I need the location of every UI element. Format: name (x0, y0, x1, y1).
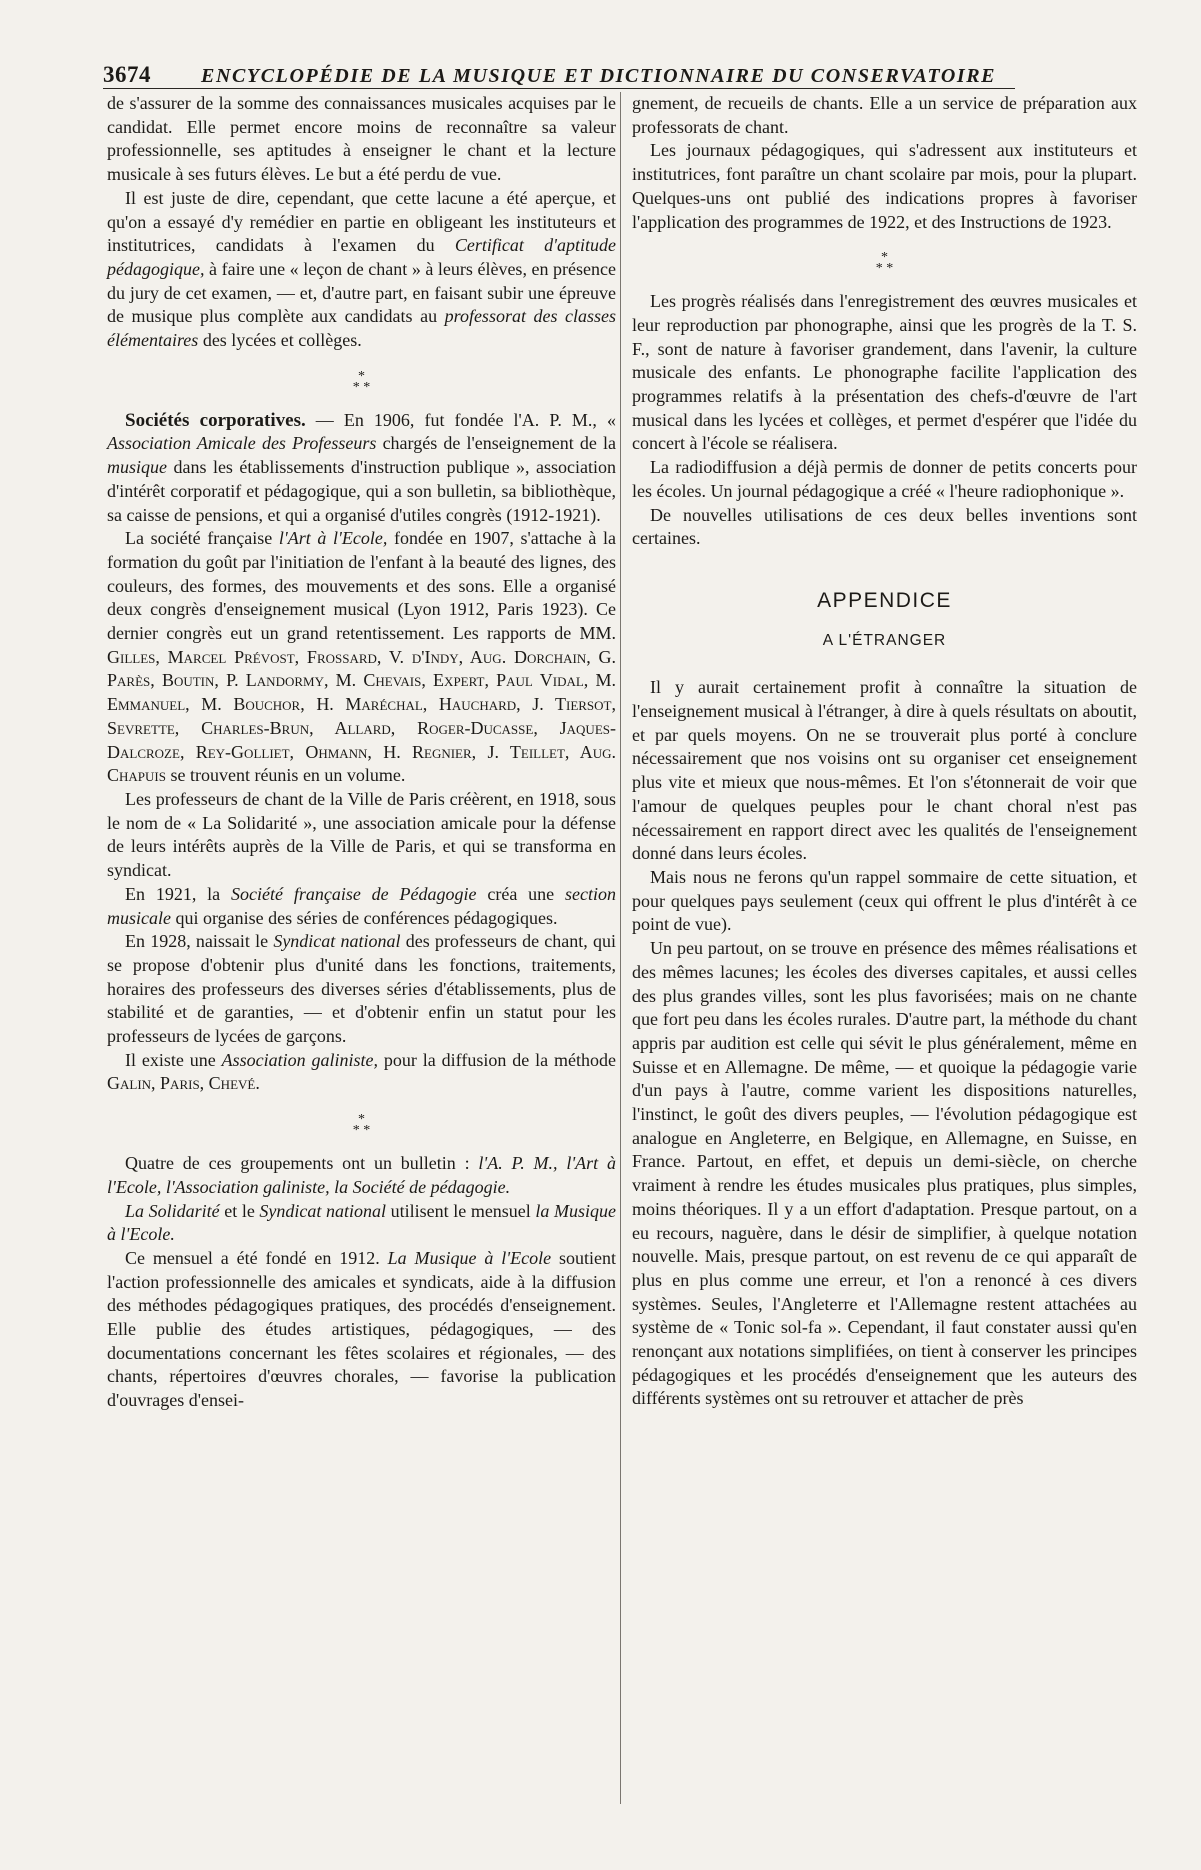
running-header (103, 56, 1015, 89)
paragraph: Les professeurs de chant de la Ville de Paris créèrent, en 1918, sous le nom de « La Solidarité », une association amicale pour la défense de leurs intérêts auprès de la Ville de Paris, et qui se transforma en syndicat. (107, 788, 616, 881)
paragraph: De nouvelles utilisations de ces deux belles inventions sont certaines. (632, 504, 1137, 549)
paragraph: La radiodiffusion a déjà permis de donner de petits concerts pour les écoles. Un journal pédagogique a créé « l'heure radiophonique ». (632, 457, 1137, 501)
paragraph: En 1928, naissait le Syndicat national des professeurs de chant, qui se propose d'obtenir plus d'unité dans les fonctions, traitements, horaires des professeurs des diverses séries d'établissements, plus de stabilité et de garanties, — et d'obtenir enfin un statut pour les professeurs de lycées de garçons. (107, 931, 616, 1047)
paragraph: Sociétés corporatives. — En 1906, fut fondée l'A. P. M., « Association Amicale des Professeurs chargés de l'enseignement de la musique dans les établissements d'instruction publique », association d'intérêt corporatif et pédagogique, qui a son bulletin, sa bibliothèque, sa caisse de pensions, et qui a organisé d'utiles congrès (1912-1921). (107, 409, 616, 525)
paragraph: Quatre de ces groupements ont un bulletin : l'A. P. M., l'Art à l'Ecole, l'Association galiniste, la Société de pédagogie. (107, 1153, 616, 1197)
page-number: 3674 (103, 62, 151, 87)
left-column (107, 92, 616, 1413)
paragraph: Les journaux pédagogiques, qui s'adressent aux instituteurs et institutrices, font paraître un chant scolaire par mois, pour la plupart. Quelques-uns ont publié des indications propres à favoriser l'application des programmes de 1922, et des Instructions de 1923. (632, 140, 1137, 232)
paragraph: Ce mensuel a été fondé en 1912. La Musique à l'Ecole soutient l'action professionnelle des amicales et syndicats, aide à la diffusion des méthodes pédagogiques pratiques, des procédés d'enseignement. Elle publie des études artistiques, pédagogiques, — des documentations concernant les fêtes scolaires et régionales, — des chants, répertoires d'œuvres chorales, — favorise la publication d'ouvrages d'ensei- (107, 1247, 617, 1411)
column-divider (620, 92, 621, 1804)
running-title: ENCYCLOPÉDIE DE LA MUSIQUE ET DICTIONNAIRE DU CONSERVATOIRE (201, 65, 997, 87)
paragraph: Il existe une Association galiniste, pour la diffusion de la méthode Galin, Paris, Chevé. (107, 1049, 616, 1094)
paragraph: Un peu partout, on se trouve en présence des mêmes réalisations et des mêmes lacunes; les écoles des diverses capitales, et aussi celles des plus grandes villes, sont les plus favorisées; mais on ne chante que fort peu dans les écoles rurales. D'autre part, la méthode du chant appris par audition est celle qui sévit le plus généralement, même en Suisse et en Allemagne. De même, — et quoique la pédagogie varie d'un pays à l'autre, comme varient les dispositions naturelles, l'instinct, le goût des divers peuples, — l'évolution pédagogique est analogue en Angleterre, en Belgique, en Allemagne, en Suisse, en France. Partout, en effet, et depuis un demi-siècle, on cherche vraiment à rendre les études musicales plus pratiques, plus simples, moins théoriques. Il y a un effort d'adaptation. Presque partout, on a eu recours, naguère, dans le désir de simplifier, à quelque notation nouvelle. Mais, presque partout, on est revenu de ce qui apparaît de plus en plus comme une erreur, et l'on a renoncé à ces divers systèmes. Seules, l'Angleterre et l'Allemagne restent attachées au système de « Tonic sol-fa ». Cependant, il faut constater aussi qu'en renonçant aux notations simplifiées, on tient à conserver les principes pédagogiques et les procédés d'enseignement que les auteurs des différents systèmes ont su retrouver et attacher de près (632, 938, 1137, 1409)
paragraph: Il est juste de dire, cependant, que cette lacune a été aperçue, et qu'on a essayé d'y remédier en partie en obligeant les instituteurs et institutrices, candidats à l'examen du Certificat d'aptitude pédagogique, à faire une « leçon de chant » à leurs élèves, en présence du jury de cet examen, — et, d'autre part, en faisant subir une épreuve de musique plus complète aux candidats au professorat des classes élémentaires des lycées et collèges. (107, 187, 616, 351)
paragraph: La société française l'Art à l'Ecole, fondée en 1907, s'attache à la formation du goût par l'initiation de l'enfant à la beauté des lignes, des couleurs, des formes, des mouvements et des sons. Elle a organisé deux congrès d'enseignement musical (Lyon 1912, Paris 1923). Ce dernier congrès eut un grand retentissement. Les rapports de MM. Gilles, Marcel Prévost, Frossard, V. d'Indy, Aug. Dorchain, G. Parès, Boutin, P. Landormy, M. Chevais, Expert, Paul Vidal, M. Emmanuel, M. Bouchor, H. Maréchal, Hauchard, J. Tiersot, Sevrette, Charles-Brun, Allard, Roger-Ducasse, Jaques-Dalcroze, Rey-Golliet, Ohmann, H. Regnier, J. Teillet, Aug. Chapuis se trouvent réunis en un volume. (107, 528, 616, 786)
paragraph: gnement, de recueils de chants. Elle a un service de préparation aux professorats de chant. (632, 93, 1137, 137)
appendix-subtitle: A L'ÉTRANGER (822, 631, 947, 649)
paragraph: de s'assurer de la somme des connaissances musicales acquises par le candidat. Elle permet encore moins de reconnaître sa valeur professionnelle, ses aptitudes à enseigner le chant et la lecture musicale à ses futurs élèves. Le but a été perdu de vue. (107, 93, 616, 185)
right-column (632, 92, 1137, 1411)
paragraph: La Solidarité et le Syndicat national utilisent le mensuel la Musique à l'Ecole. (107, 1200, 616, 1245)
section-separator: * * * (352, 1112, 371, 1139)
section-heading: Sociétés corporatives. (125, 409, 306, 431)
paragraph: Il y aurait certainement profit à connaître la situation de l'enseignement musical à l'étranger, à dire à quels résultats on aboutit, et par quels moyens. On ne se trouverait plus porté à conclure nécessairement que nos voisins ont su organiser cet enseignement plus vite et mieux que nous-mêmes. Et l'on s'étonnerait de voir que l'amour de quelques peuples pour le chant choral n'est pas nécessairement en rapport direct avec les qualités de l'enseignement donné dans leurs écoles. (632, 677, 1137, 864)
appendix-title: APPENDICE (817, 588, 952, 612)
section-separator: * * * (875, 250, 894, 277)
section-separator: * * * (352, 368, 371, 395)
paragraph: Mais nous ne ferons qu'un rappel sommaire de cette situation, et pour quelques pays seulement (ceux qui offrent le plus d'intérêt à ce point de vue). (632, 866, 1137, 935)
paragraph: En 1921, la Société française de Pédagogie créa une section musicale qui organise des séries de conférences pédagogiques. (107, 883, 616, 928)
paragraph: Les progrès réalisés dans l'enregistrement des œuvres musicales et leur reproduction par phonographe, ainsi que les progrès de la T. S. F., sont de nature à favoriser grandement, dans l'avenir, la culture musicale des enfants. Le phonographe facilite l'application des programmes relatifs à la présentation des chefs-d'œuvre de l'art musical dans les lycées et collèges, et permet d'espérer que l'idée du concert à l'école se réalisera. (632, 291, 1137, 454)
